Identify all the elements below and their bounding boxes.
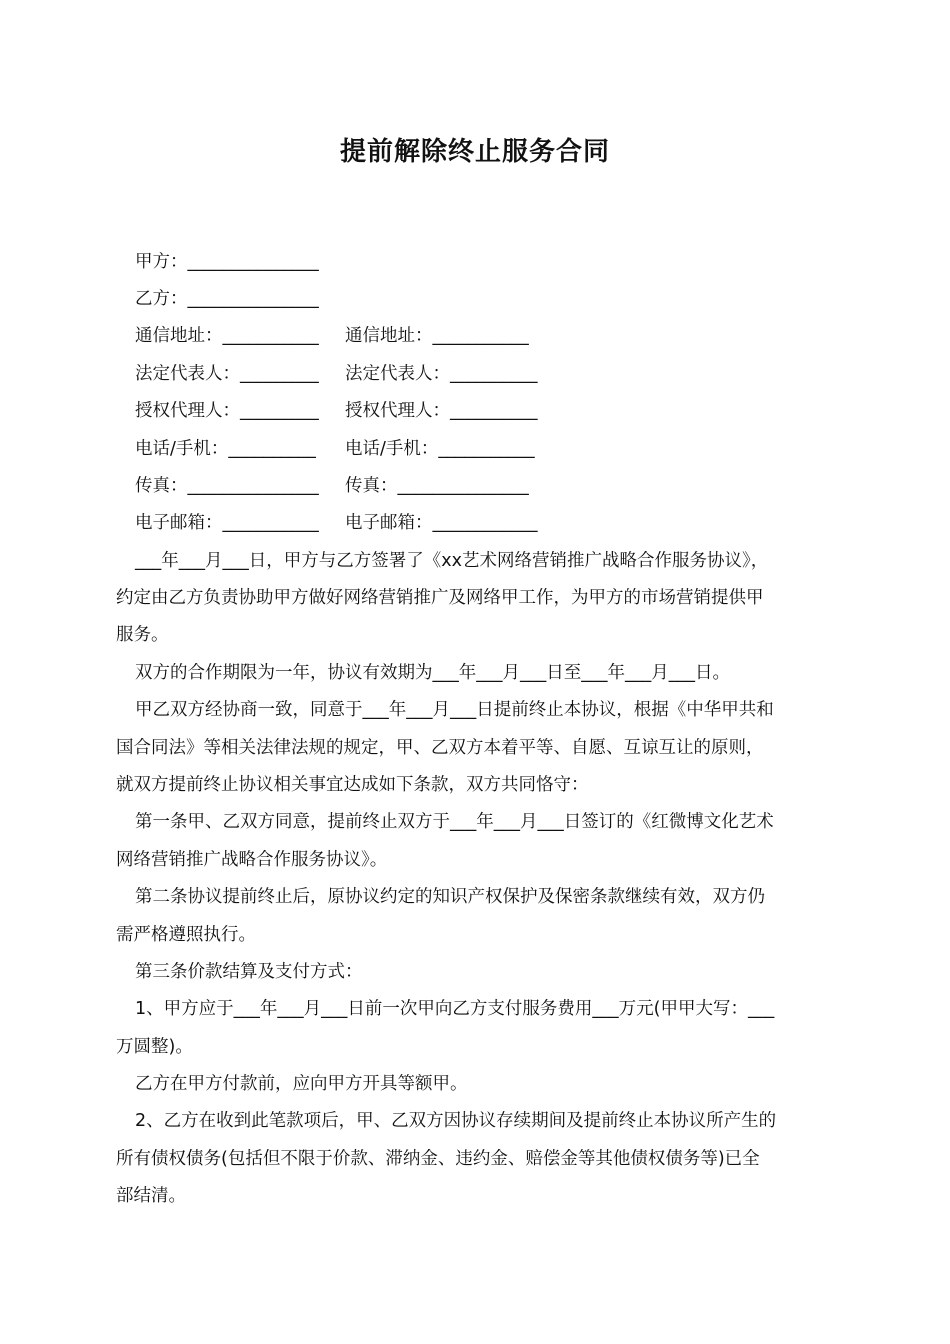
clause-3-item-2-line: 2、乙方在收到此笔款项后，甲、乙双方因协议存续期间及提前终止本协议所产生的 — [135, 1111, 777, 1131]
body-line: 约定由乙方负责协助甲方做好网络营销推广及网络甲工作，为甲方的市场营销提供甲 — [116, 588, 764, 608]
clause-2-line: 第二条协议提前终止后，原协议约定的知识产权保护及保密条款继续有效，双方仍 — [135, 887, 765, 907]
party-line-party-b — [116, 281, 865, 318]
party-line-party-a — [116, 244, 865, 281]
party-b-field: 乙方：_______________ — [135, 289, 319, 309]
clause-1-line: 网络营销推广战略合作服务协议》。 — [116, 850, 388, 870]
body-line: 服务。 — [116, 625, 169, 645]
clause-3-item-2-line: 部结清。 — [116, 1186, 186, 1206]
party-line-legal-rep — [116, 356, 865, 393]
clause-3-item-1-line: 万圆整)。 — [116, 1037, 193, 1057]
body-line: ___年___月___日，甲方与乙方签署了《xx艺术网络营销推广战略合作服务协议》， — [135, 551, 769, 571]
body-line: 双方的合作期限为一年，协议有效期为___年___月___日至___年___月___日。 — [135, 663, 730, 683]
party-a-agent-field: 授权代理人：_________ — [135, 401, 319, 421]
party-a-legal-rep-field: 法定代表人：_________ — [135, 364, 319, 384]
body-line: 国合同法》等相关法律法规的规定，甲、乙双方本着平等、自愿、互谅互让的原则， — [116, 738, 764, 758]
party-a-fax-field: 传真：_______________ — [135, 476, 319, 496]
party-b-agent-field: 授权代理人：__________ — [345, 401, 538, 421]
party-b-phone-field: 电话/手机：___________ — [345, 439, 535, 459]
clause-3-item-2-line: 所有债权债务(包括但不限于价款、滞纳金、违约金、赔偿金等其他债权债务等)已全 — [116, 1149, 760, 1169]
party-line-phone — [116, 431, 865, 468]
clause-3-item-1-line: 1、甲方应于___年___月___日前一次甲向乙方支付服务费用___万元(甲甲大写：___ — [135, 999, 775, 1019]
party-line-address — [116, 318, 865, 355]
party-a-address-field: 通信地址：___________ — [135, 326, 319, 346]
party-b-address-field: 通信地址：___________ — [345, 326, 529, 346]
party-b-legal-rep-field: 法定代表人：__________ — [345, 364, 538, 384]
party-line-agent — [116, 393, 865, 430]
party-b-fax-field: 传真：_______________ — [345, 476, 529, 496]
document-title: 提前解除终止服务合同 — [339, 137, 610, 167]
clause-3-heading: 第三条价款结算及支付方式： — [135, 962, 363, 982]
clause-1-line: 第一条甲、乙双方同意，提前终止双方于___年___月___日签订的《红微博文化艺术 — [135, 812, 774, 832]
party-b-email-field: 电子邮箱：____________ — [345, 513, 538, 533]
party-line-email — [116, 505, 865, 542]
party-a-phone-field: 电话/手机：__________ — [135, 439, 316, 459]
party-a-email-field: 电子邮箱：___________ — [135, 513, 319, 533]
party-a-field: 甲方：_______________ — [135, 252, 319, 272]
clause-2-line: 需严格遵照执行。 — [116, 925, 256, 945]
party-line-fax — [116, 468, 865, 505]
body-line: 就双方提前终止协议相关事宜达成如下条款，双方共同恪守： — [116, 775, 589, 795]
clause-3-note-line: 乙方在甲方付款前，应向甲方开具等额甲。 — [135, 1074, 468, 1094]
body-line: 甲乙双方经协商一致，同意于___年___月___日提前终止本协议，根据《中华甲共和 — [135, 700, 774, 720]
